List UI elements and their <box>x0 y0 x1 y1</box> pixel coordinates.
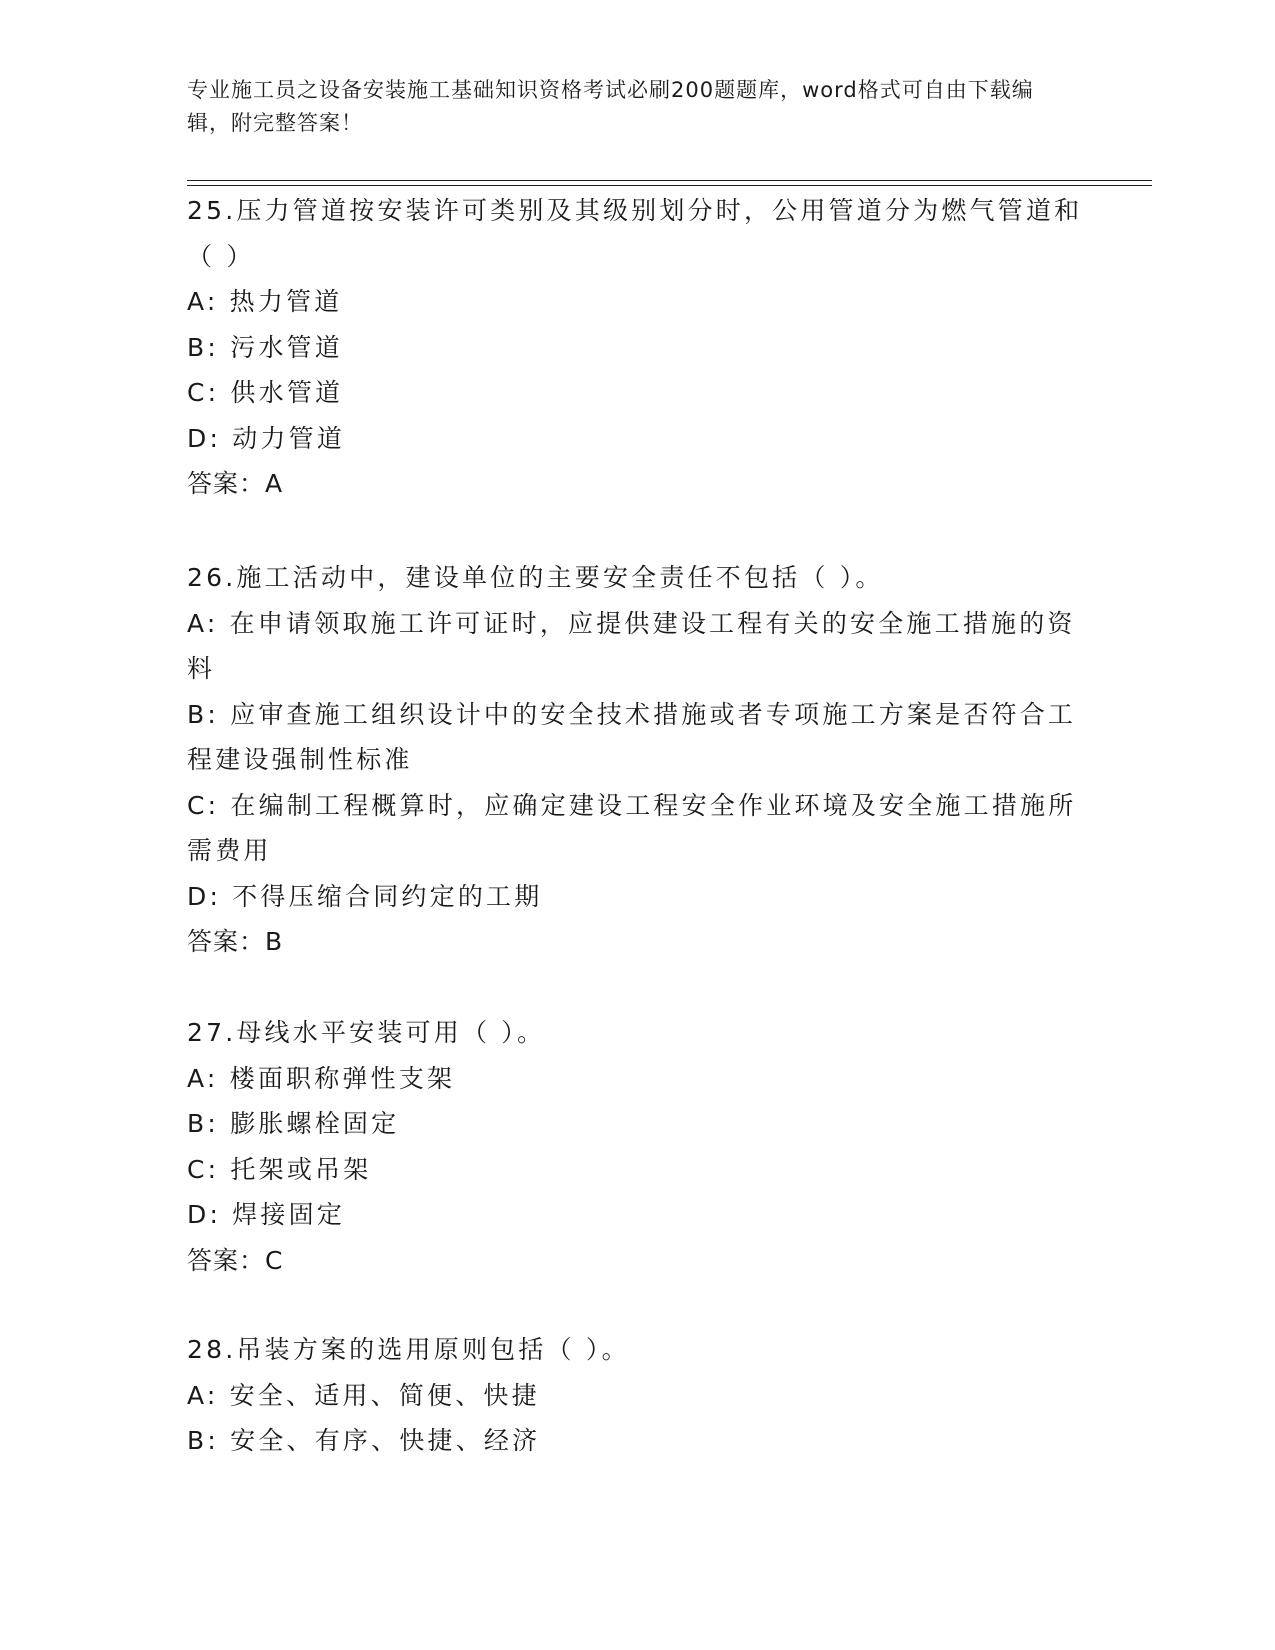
answer: 答案：B <box>187 927 284 956</box>
header-divider-bottom <box>187 185 1152 186</box>
option-c: C: 在编制工程概算时，应确定建设工程安全作业环境及安全施工措施所需费用 <box>187 790 1077 865</box>
option-a: A: 在申请领取施工许可证时，应提供建设工程有关的安全施工措施的资料 <box>187 608 1076 683</box>
question-text: 27.母线水平安装可用（ ）。 <box>187 1018 546 1047</box>
option-d: D: 不得压缩合同约定的工期 <box>187 881 543 911</box>
option-a: A: 楼面职称弹性支架 <box>187 1063 456 1093</box>
question-26 <box>187 555 1087 965</box>
question-28 <box>187 1327 1087 1464</box>
header-divider-top <box>187 180 1152 181</box>
option-c: C: 托架或吊架 <box>187 1154 372 1184</box>
option-c: C: 供水管道 <box>187 378 344 407</box>
option-b: B: 应审查施工组织设计中的安全技术措施或者专项施工方案是否符合工程建设强制性标准 <box>187 699 1077 774</box>
option-b: B: 污水管道 <box>187 332 343 362</box>
option-d: D: 焊接固定 <box>187 1200 346 1229</box>
option-a: A: 热力管道 <box>187 287 343 316</box>
question-text: 28.吊装方案的选用原则包括（ ）。 <box>187 1335 630 1364</box>
question-25 <box>187 188 1087 507</box>
answer: 答案：A <box>187 469 284 498</box>
option-b: B: 安全、有序、快捷、经济 <box>187 1426 541 1455</box>
option-a: A: 安全、适用、简便、快捷 <box>187 1380 540 1410</box>
question-text: 26.施工活动中，建设单位的主要安全责任不包括（ ）。 <box>187 563 884 592</box>
question-text: 25.压力管道按安装许可类别及其级别划分时，公用管道分为燃气管道和（ ） <box>187 196 1083 271</box>
answer: 答案：C <box>187 1245 284 1275</box>
option-b: B: 膨胀螺栓固定 <box>187 1109 400 1138</box>
document-header: 专业施工员之设备安装施工基础知识资格考试必刷200题题库，word格式可自由下载编辑，附完整答案！ <box>187 78 1034 135</box>
option-d: D: 动力管道 <box>187 423 346 453</box>
question-27 <box>187 1010 1087 1283</box>
